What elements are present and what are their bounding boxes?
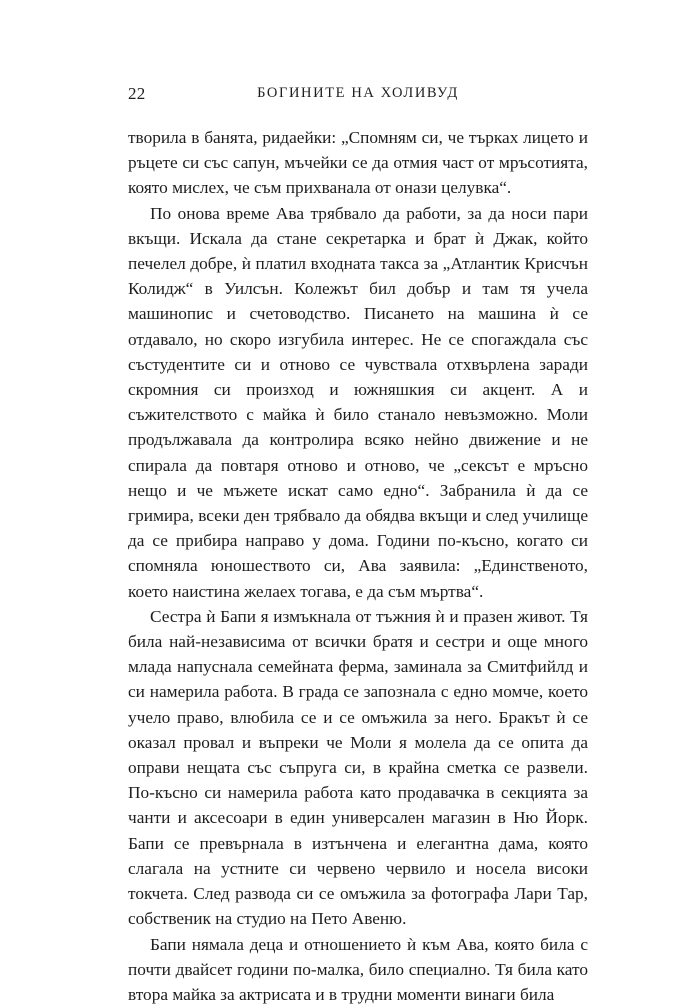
running-title: БОГИНИТЕ НА ХОЛИВУД (257, 85, 459, 101)
page-header (128, 84, 588, 106)
paragraph-continuation: творила в банята, ридаейки: „Спомням си, че търках лицето и ръцете си със сапун, мъчейки се да отмия част от мръсотията, която мислех, че съм прихванала от онази целувка“. (128, 128, 588, 198)
page-number: 22 (128, 84, 146, 103)
paragraph: Сестра ѝ Бапи я измъкнала от тъжния ѝ и празен живот. Тя била най-независима от всички братя и сестри и още много млада напуснала семейната ферма, заминала за Смитфийлд и си намерила работа. В града се запознала с едно момче, което учело право, влюбила се и се омъжила за него. Бракът ѝ се оказал провал и въпреки че Моли я молела да се опита да оправи нещата със съпруга си, в крайна сметка се развели. По-късно си намерила работа като продавачка в секцията за чанти и аксесоари в един универсален магазин в Ню Йорк. Бапи се превърнала в изтънчена и елегантна дама, която слагала на устните си червено червило и носела високи токчета. След развода си се омъжила за фотографа Лари Тар, собственик на студио на Пето Авеню. (128, 606, 588, 929)
paragraph: По онова време Ава трябвало да работи, за да носи пари вкъщи. Искала да стане секретарка и брат ѝ Джак, който печелел добре, ѝ платил входната такса за „Атлантик Крисчън Колидж“ в Уилсън. Колежът бил добър и там тя учела машинопис и счетоводство. Писането на машина ѝ се отдавало, но скоро изгубила интерес. Не се спогаждала със състудентите си и отново се чувствала отхвърлена заради скромния си произход и южняшкия си акцент. А и съжителството с майка ѝ било станало невъзможно. Моли продължавала да контролира всяко нейно движение и не спирала да повтаря отново и отново, че „сексът е мръсно нещо и че мъжете искат само едно“. Забранила ѝ да се гримира, всеки ден трябвало да обядва вкъщи и след училище да се прибира направо у дома. Години по-късно, когато си спомняла юношеството си, Ава заявила: „Единственото, което наистина желаех тогава, е да съм мъртва“. (128, 203, 588, 601)
body-text (128, 125, 588, 1007)
paragraph: Бапи нямала деца и отношението ѝ към Ава, която била с почти двайсет години по-малка, било специално. Тя била като втора майка за актрисата и в трудни моменти винаги била (128, 934, 588, 1004)
